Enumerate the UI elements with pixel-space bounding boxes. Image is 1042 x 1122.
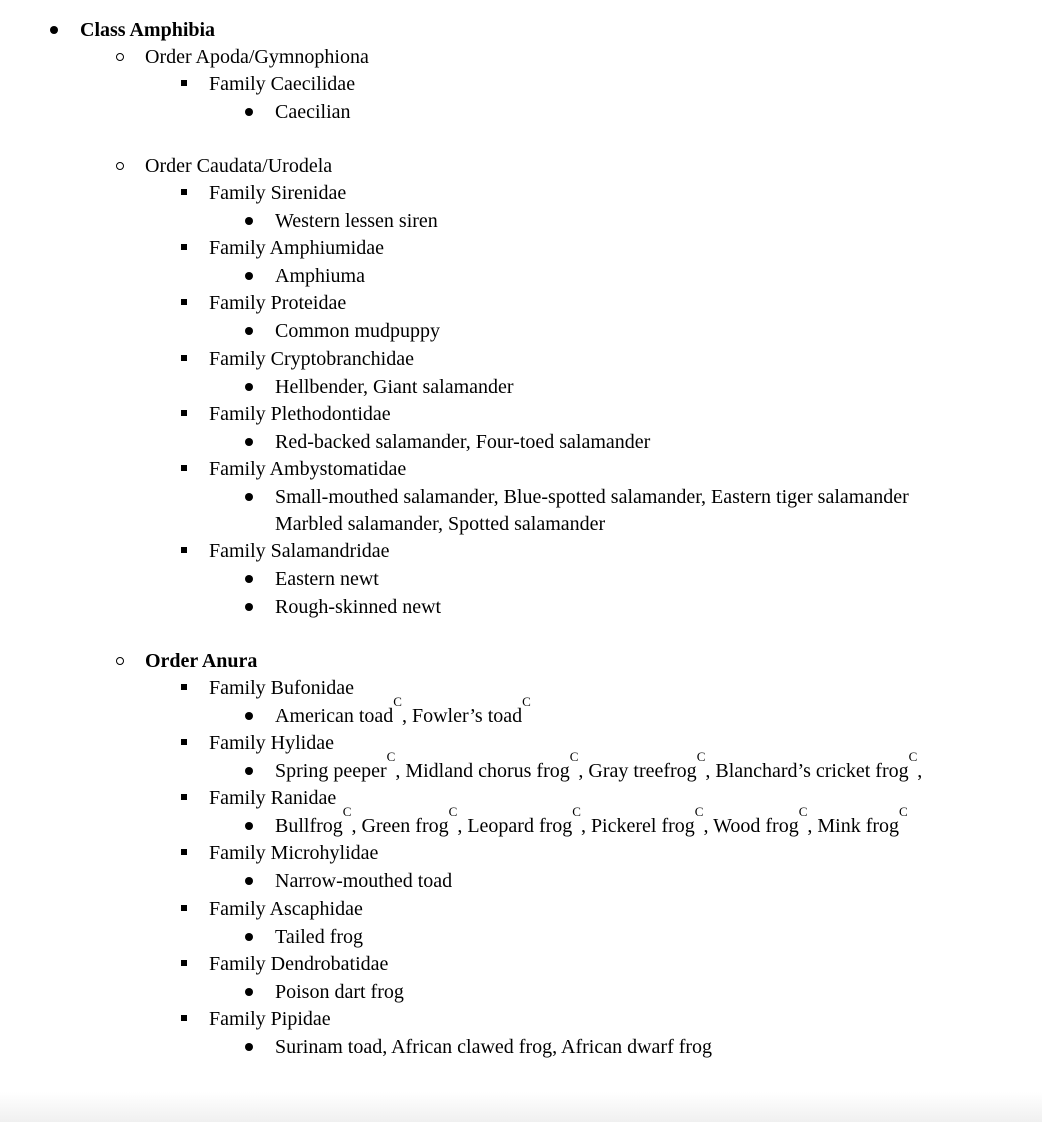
disc-bullet-icon xyxy=(243,759,255,783)
square-bullet-icon xyxy=(178,952,190,976)
species-item-label xyxy=(275,1035,712,1059)
disc-bullet-icon xyxy=(243,1035,255,1059)
family-item-label xyxy=(209,539,390,563)
family-item-label xyxy=(209,841,378,865)
citation-superscript: C xyxy=(342,804,352,819)
label-text: Family Cryptobranchidae xyxy=(209,348,414,370)
square-bullet-icon xyxy=(178,841,190,865)
family-item-label xyxy=(209,952,388,976)
label-text: Western lessen siren xyxy=(275,210,438,232)
disc-bullet-icon xyxy=(243,567,255,591)
label-text: Eastern newt xyxy=(275,568,379,590)
disc-bullet-icon xyxy=(243,704,255,728)
species-item-label xyxy=(275,595,441,619)
disc-bullet-icon xyxy=(243,264,255,288)
label-text: Family Sirenidae xyxy=(209,182,347,204)
label-text: , Gray treefrog xyxy=(578,760,697,782)
family-item-label xyxy=(209,897,363,921)
label-text: Spring peeper xyxy=(275,760,387,782)
label-text: Caecilian xyxy=(275,101,351,123)
citation-superscript: C xyxy=(899,804,908,819)
species-item-label xyxy=(275,430,650,454)
family-item-label xyxy=(209,181,346,205)
label-text: Order Apoda/Gymnophiona xyxy=(145,46,369,68)
disc-bullet-icon xyxy=(243,100,255,124)
species-item-label xyxy=(275,869,452,893)
label-text: , Mink frog xyxy=(807,815,900,837)
citation-superscript: C xyxy=(393,694,402,709)
family-item-label xyxy=(209,786,336,810)
square-bullet-icon xyxy=(178,786,190,810)
label-text: , Green frog xyxy=(351,815,449,837)
citation-superscript: C xyxy=(694,804,704,819)
species-item-label xyxy=(275,319,440,343)
square-bullet-icon xyxy=(178,347,190,371)
circle-bullet-icon xyxy=(114,649,126,673)
disc-bullet-icon xyxy=(48,18,60,42)
disc-bullet-icon xyxy=(243,925,255,949)
label-text: American toad xyxy=(275,705,394,727)
citation-superscript: C xyxy=(798,804,808,819)
species-item-label xyxy=(275,980,404,1004)
square-bullet-icon xyxy=(178,1007,190,1031)
label-text: Surinam toad, African clawed frog, African dwarf frog xyxy=(275,1036,713,1058)
disc-bullet-icon xyxy=(243,595,255,619)
disc-bullet-icon xyxy=(243,869,255,893)
species-item-label xyxy=(275,485,909,509)
label-text: Family Ambystomatidae xyxy=(209,458,407,480)
disc-bullet-icon xyxy=(243,375,255,399)
label-text: Hellbender, Giant salamander xyxy=(275,376,514,398)
label-text: Small-mouthed salamander, Blue-spotted salamander, Eastern tiger salamander xyxy=(275,486,909,508)
species-item-label xyxy=(275,749,923,783)
label-text: Tailed frog xyxy=(275,926,364,948)
label-text: Bullfrog xyxy=(275,815,343,837)
family-item-label xyxy=(209,72,355,96)
label-text: , Wood frog xyxy=(703,815,799,837)
family-item-label xyxy=(209,402,391,426)
species-item-label xyxy=(275,567,379,591)
family-item-label xyxy=(209,731,334,755)
disc-bullet-icon xyxy=(243,814,255,838)
label-text: Family Hylidae xyxy=(209,732,334,754)
label-text: Family Salamandridae xyxy=(209,540,390,562)
label-text: Family Ranidae xyxy=(209,787,337,809)
family-item-label xyxy=(209,676,354,700)
square-bullet-icon xyxy=(178,457,190,481)
label-text: Marbled salamander, Spotted salamander xyxy=(275,513,606,535)
label-text: , Midland chorus frog xyxy=(395,760,570,782)
label-text: Narrow-mouthed toad xyxy=(275,870,453,892)
label-text: Common mudpuppy xyxy=(275,320,441,342)
citation-superscript: C xyxy=(522,694,531,709)
label-text: Family Proteidae xyxy=(209,292,347,314)
label-text: Family Bufonidae xyxy=(209,677,354,699)
species-item-label xyxy=(275,264,365,288)
square-bullet-icon xyxy=(178,731,190,755)
order-item-label xyxy=(145,649,257,673)
family-item-label xyxy=(209,1007,331,1031)
label-text: Poison dart frog xyxy=(275,981,404,1003)
label-text: , Leopard frog xyxy=(457,815,573,837)
citation-superscript: C xyxy=(572,804,581,819)
label-text: Family Dendrobatidae xyxy=(209,953,389,975)
circle-bullet-icon xyxy=(114,45,126,69)
disc-bullet-icon xyxy=(243,319,255,343)
square-bullet-icon xyxy=(178,402,190,426)
disc-bullet-icon xyxy=(243,980,255,1004)
label-text: Amphiuma xyxy=(275,265,365,287)
disc-bullet-icon xyxy=(243,485,255,509)
citation-superscript: C xyxy=(448,804,458,819)
label-text: , Blanchard’s cricket frog xyxy=(705,760,909,782)
label-text: Rough-skinned newt xyxy=(275,596,442,618)
square-bullet-icon xyxy=(178,676,190,700)
order-item-label xyxy=(145,154,332,178)
citation-superscript: C xyxy=(569,749,579,764)
square-bullet-icon xyxy=(178,291,190,315)
family-item-label xyxy=(209,291,346,315)
class-item-label xyxy=(80,18,215,42)
family-item-label xyxy=(209,347,414,371)
citation-superscript: C xyxy=(386,749,396,764)
square-bullet-icon xyxy=(178,181,190,205)
label-text: Class Amphibia xyxy=(80,19,216,41)
label-text: Family Microhylidae xyxy=(209,842,379,864)
square-bullet-icon xyxy=(178,72,190,96)
square-bullet-icon xyxy=(178,539,190,563)
species-item-label xyxy=(275,512,605,536)
species-item-label xyxy=(275,375,514,399)
citation-superscript: C xyxy=(908,749,918,764)
square-bullet-icon xyxy=(178,897,190,921)
label-text: Family Plethodontidae xyxy=(209,403,391,425)
disc-bullet-icon xyxy=(243,209,255,233)
citation-superscript: C xyxy=(696,749,706,764)
species-item-label xyxy=(275,694,531,728)
label-text: Order Anura xyxy=(145,650,258,672)
label-text: Red-backed salamander, Four-toed salamander xyxy=(275,431,651,453)
species-item-label xyxy=(275,100,351,124)
label-text: , xyxy=(917,760,923,782)
page-bottom-edge xyxy=(0,1092,1042,1122)
label-text: Family Ascaphidae xyxy=(209,898,363,920)
species-item-label xyxy=(275,925,363,949)
square-bullet-icon xyxy=(178,236,190,260)
species-item-label xyxy=(275,209,438,233)
label-text: , Fowler’s toad xyxy=(401,705,523,727)
label-text: Family Pipidae xyxy=(209,1008,331,1030)
label-text: Family Caecilidae xyxy=(209,73,356,95)
label-text: , Pickerel frog xyxy=(580,815,695,837)
label-text: Family Amphiumidae xyxy=(209,237,384,259)
circle-bullet-icon xyxy=(114,154,126,178)
family-item-label xyxy=(209,236,384,260)
order-item-label xyxy=(145,45,369,69)
disc-bullet-icon xyxy=(243,430,255,454)
family-item-label xyxy=(209,457,406,481)
species-item-label xyxy=(275,804,908,838)
label-text: Order Caudata/Urodela xyxy=(145,155,333,177)
